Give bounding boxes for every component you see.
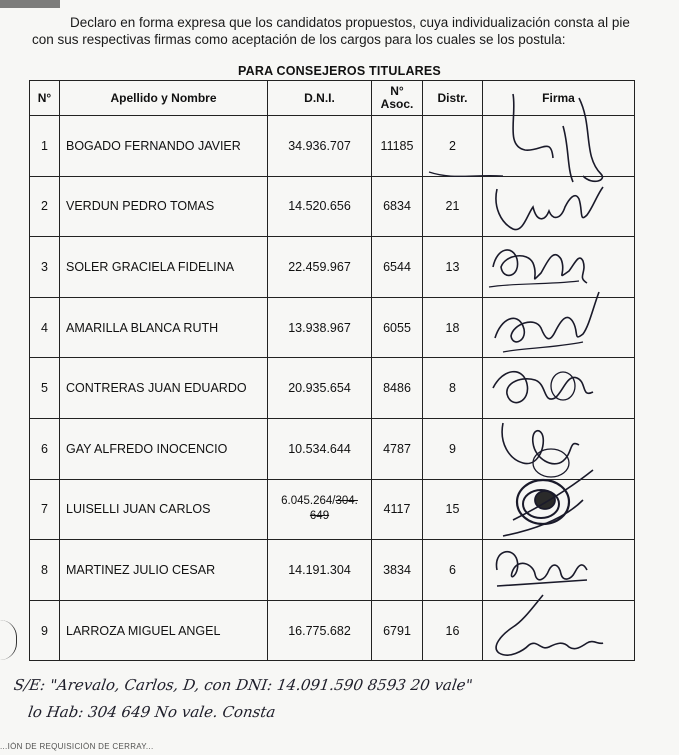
row-district: 21 [423,176,483,237]
dni-struck-value: 304. [335,495,358,508]
row-signature [483,540,635,601]
row-asoc: 4787 [372,418,423,479]
table-row [30,600,635,661]
table-row [30,176,635,237]
row-asoc: 3834 [372,540,423,601]
handwritten-signature [483,480,635,540]
handwritten-signature [483,298,635,358]
row-number: 6 [30,418,60,479]
handwritten-signature [483,419,635,479]
row-district: 16 [423,600,483,661]
row-dni: 14.191.304 [268,540,372,601]
row-number: 2 [30,176,60,237]
row-number: 5 [30,358,60,419]
handwritten-note-line-1: S/E: "Arevalo, Carlos, D, con DNI: 14.091.590 8593 20 vale" [12,676,474,694]
row-number: 8 [30,540,60,601]
row-number: 9 [30,600,60,661]
row-dni: 16.775.682 [268,600,372,661]
stamp-fragment: ...IÓN DE REQUISICIÓN DE CERRAY... [0,742,154,751]
row-signature [483,358,635,419]
row-dni: 14.520.656 [268,176,372,237]
table-row [30,540,635,601]
row-asoc: 6791 [372,600,423,661]
declaration-line-2: con sus respectivas firmas como aceptación de los cargos para los cuales se los postula: [32,32,566,47]
row-number: 1 [30,116,60,177]
row-asoc: 6055 [372,297,423,358]
handwritten-signature [483,237,635,297]
row-name: AMARILLA BLANCA RUTH [60,297,268,358]
row-asoc: 6544 [372,237,423,298]
dni-struck-value-cont: 649 [309,510,330,523]
row-number: 4 [30,297,60,358]
handwritten-note-line-2: lo Hab: 304 649 No vale. Consta [26,703,277,721]
table-row [30,116,635,177]
scan-smudge [0,0,60,8]
dni-value: 6.045.264/ [281,495,336,508]
row-signature [483,479,635,540]
row-signature [483,600,635,661]
row-number: 7 [30,479,60,540]
table-row [30,358,635,419]
row-dni: 13.938.967 [268,297,372,358]
table-row [30,237,635,298]
row-asoc: 8486 [372,358,423,419]
declaration-line-1: Declaro en forma expresa que los candidatos propuestos, cuya individualización consta al pie [70,15,630,30]
row-name: LARROZA MIGUEL ANGEL [60,600,268,661]
row-signature [483,418,635,479]
header-dni: D.N.I. [268,81,372,116]
row-district: 15 [423,479,483,540]
row-name: MARTINEZ JULIO CESAR [60,540,268,601]
row-asoc: 6834 [372,176,423,237]
row-name: BOGADO FERNANDO JAVIER [60,116,268,177]
row-name: SOLER GRACIELA FIDELINA [60,237,268,298]
row-dni: 22.459.967 [268,237,372,298]
candidates-table [29,80,635,661]
header-asoc [372,81,423,116]
row-name: LUISELLI JUAN CARLOS [60,479,268,540]
header-signature: Firma [483,81,635,116]
row-signature [483,176,635,237]
row-name: GAY ALFREDO INOCENCIO [60,418,268,479]
row-dni: 10.534.644 [268,418,372,479]
row-asoc: 11185 [372,116,423,177]
table-row [30,297,635,358]
row-signature [483,297,635,358]
handwritten-signature [483,177,635,237]
row-district: 18 [423,297,483,358]
row-district [423,116,483,177]
row-signature [483,116,635,177]
page-edge-mark [0,620,17,660]
handwritten-note [8,672,676,726]
row-district: 9 [423,418,483,479]
row-asoc: 4117 [372,479,423,540]
row-dni [268,479,372,540]
section-title: PARA CONSEJEROS TITULARES [238,64,441,78]
table-header-row [30,81,635,116]
row-signature [483,237,635,298]
header-asoc-line2: Asoc. [380,97,414,111]
row-name: VERDUN PEDRO TOMAS [60,176,268,237]
district-circled: 2 [449,138,456,153]
header-district: Distr. [423,81,483,116]
handwritten-signature [483,116,635,176]
table-row [30,479,635,540]
header-name: Apellido y Nombre [60,81,268,116]
header-asoc-line1: N° [390,84,404,98]
row-district: 6 [423,540,483,601]
row-dni: 34.936.707 [268,116,372,177]
handwritten-signature [483,540,635,600]
table-row [30,418,635,479]
row-district: 13 [423,237,483,298]
row-dni: 20.935.654 [268,358,372,419]
header-number: N° [30,81,60,116]
row-name: CONTRERAS JUAN EDUARDO [60,358,268,419]
row-district: 8 [423,358,483,419]
row-number: 3 [30,237,60,298]
handwritten-signature [483,601,635,661]
handwritten-signature [483,358,635,418]
declaration-text [32,14,662,48]
